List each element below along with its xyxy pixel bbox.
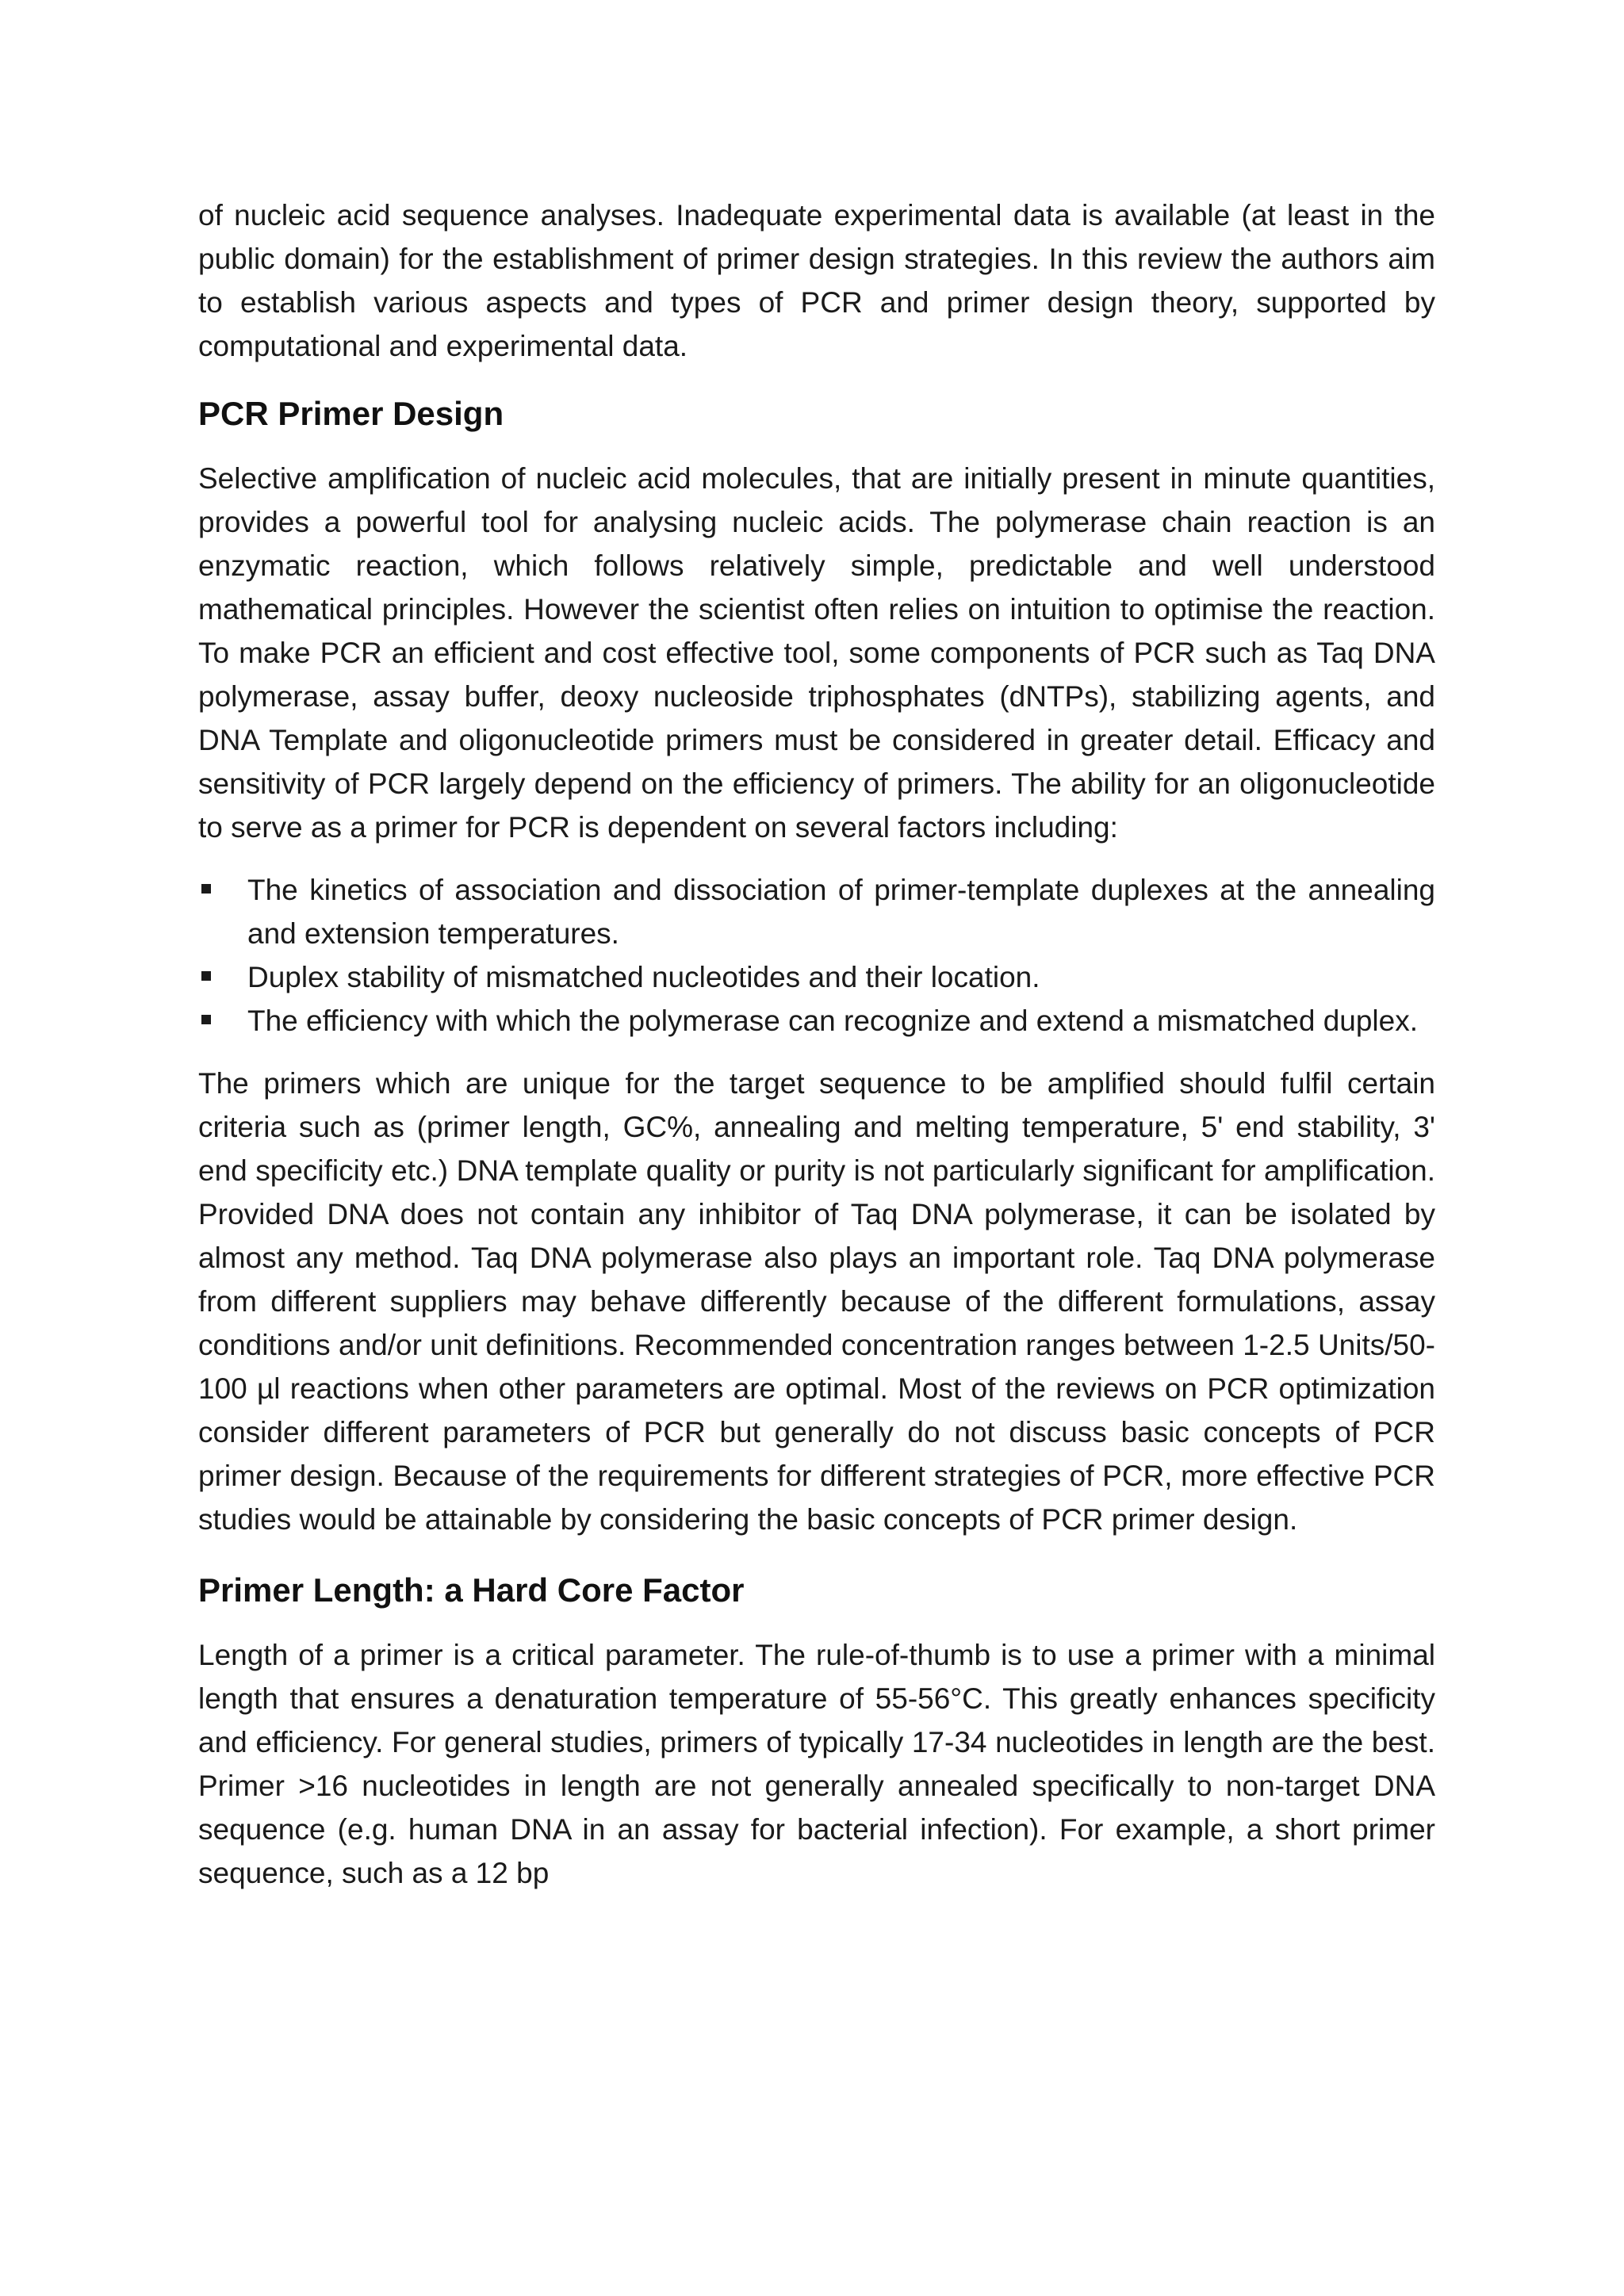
- square-bullet-icon: [201, 971, 211, 981]
- primer-length-paragraph: Length of a primer is a critical parameter. The rule-of-thumb is to use a primer with a minimal length that ensures a denaturation temperature of 55-56°C. This greatly enhances specificity and efficiency. For general studies, primers of typically 17-34 nucleotides in length are the best. Primer >16 nucleotides in length are not generally annealed specifically to non-target DNA sequence (e.g. human DNA in an assay for bacterial infection). For example, a short primer sequence, such as a 12 bp: [198, 1639, 1435, 1889]
- list-item-text: The kinetics of association and dissociation of primer-template duplexes at the annealing and extension temperatures.: [247, 874, 1435, 950]
- document-page: [198, 193, 1435, 1895]
- factors-list: [198, 868, 1435, 1043]
- square-bullet-icon: [201, 884, 211, 894]
- heading-pcr-primer-design: PCR Primer Design: [198, 395, 504, 432]
- intro-paragraph: of nucleic acid sequence analyses. Inadequate experimental data is available (at least in the public domain) for the establishment of primer design strategies. In this review the authors aim to establish various aspects and types of PCR and primer design theory, supported by computational and experimental data.: [198, 199, 1435, 362]
- pcr-paragraph-primer-criteria: The primers which are unique for the target sequence to be amplified should fulfil certain criteria such as (primer length, GC%, annealing and melting temperature, 5' end stability, 3' end specificity etc.) DNA template quality or purity is not particularly significant for amplification. Provided DNA does not contain any inhibitor of Taq DNA polymerase, it can be isolated by almost any method. Taq DNA polymerase also plays an important role. Taq DNA polymerase from different suppliers may behave differently because of the different formulations, assay conditions and/or unit definitions. Recommended concentration ranges between 1-2.5 Units/50-100 µl reactions when other parameters are optimal. Most of the reviews on PCR optimization consider different parameters of PCR but generally do not discuss basic concepts of PCR primer design. Because of the requirements for different strategies of PCR, more effective PCR studies would be attainable by considering the basic concepts of PCR primer design.: [198, 1067, 1435, 1536]
- heading-primer-length: Primer Length: a Hard Core Factor: [198, 1571, 745, 1609]
- list-item: [198, 868, 1435, 955]
- pcr-paragraph-selective-amplification: Selective amplification of nucleic acid molecules, that are initially present in minute quantities, provides a powerful tool for analysing nucleic acids. The polymerase chain reaction is an enzymatic reaction, which follows relatively simple, predictable and well understood mathematical principles. However the scientist often relies on intuition to optimise the reaction. To make PCR an efficient and cost effective tool, some components of PCR such as Taq DNA polymerase, assay buffer, deoxy nucleoside triphosphates (dNTPs), stabilizing agents, and DNA Template and oligonucleotide primers must be considered in greater detail. Efficacy and sensitivity of PCR largely depend on the efficiency of primers. The ability for an oligonucleotide to serve as a primer for PCR is dependent on several factors including:: [198, 462, 1435, 844]
- list-item-text: Duplex stability of mismatched nucleotides and their location.: [247, 961, 1040, 993]
- list-item: [198, 999, 1435, 1043]
- list-item: [198, 955, 1435, 999]
- square-bullet-icon: [201, 1015, 211, 1024]
- list-item-text: The efficiency with which the polymerase can recognize and extend a mismatched duplex.: [247, 1004, 1419, 1037]
